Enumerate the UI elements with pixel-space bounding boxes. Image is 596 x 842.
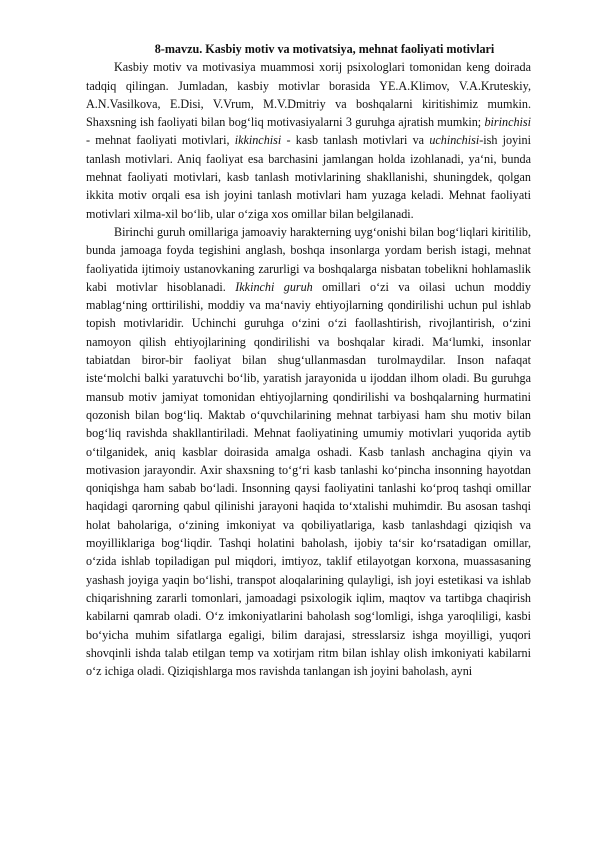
paragraph-1-emphasis-ikkinchisi: ikkinchisi bbox=[234, 133, 282, 148]
paragraph-2-text-c: omillari o‘zi va oilasi uchun moddiy mablag‘ning orttirilishi, moddiy va ma‘naviy ehtiyojlarning qondirilishi uchun pul ishlab topish motivlaridir. Uchinchi guruhga o‘zini o‘zi faollashtirish, rivojlantirish, o‘zini namoyon qilish ehtiyojlarining qondirilishi va boshqalar kiradi. Ma‘lumki, insonlar tabiatdan biror-bir faoliyat bilan shug‘ullanmasdan turolmaydilar. Inson nafaqat iste‘molchi balki yaratuvchi bo‘lib, yaratish jarayonida u ijoddan ilhom oladi. Bu guruhga mansub motiv jamiyat tomonidan ehtiyojlarning qondirilishi va boshqalarning hurmatini qozonish bilan bog‘liq. Maktab o‘quvchilarining mehnat tarbiyasi ham shu motiv bilan bog‘liq ravishda shakllantiriladi. Mehnat faoliyatining umumiy motivlari yuqorida aytib o‘tilganidek, aniq kasblar doirasida amalga oshadi. Kasb tanlash anchagina qiyin va motivasion jarayondir. Axir shaxsning to‘g‘ri kasb tanlashi ko‘pincha insonning hayotdan qoniqishga ham sabab bo‘ladi. Insonning qaysi faoliyatini tanlashi ko‘proq tashqi omillar haqidagi qarorning qabul qilinishi jarayoni haqida to‘xtalishi muhimdir. Bu asosan tashqi holat baholariga, o‘zining imkoniyat va qobiliyatlariga, kasb tanlashdagi qiziqish va moyilliklariga bog‘liqdir. Tashqi holatini baholash, ijobiy ta‘sir ko‘rsatadigan omillar, o‘zida ishlab topiladigan pul miqdori, imtiyoz, taklif etilayotgan korxona, muassasaning yashash joyiga yaqin bo‘lishi, transpot aloqalarining qulayligi, ish joyi estetikasi va ishlab chiqarishning zararli tomonlari, jamoadagi psixologik iqlim, maqtov va tartibga chaqirish kabilarni qamrab oladi. O‘z imkoniyatlarini baholash sog‘lomligi, ishga yaroqliligi, kasbi bo‘yicha muhim sifatlarga egaligi, bilim darajasi, stresslarsiz ishga moyilligi, yuqori shovqinli ishda talab etilgan temp va xotirjam ritm bilan ishlay olish imkoniyati kabilarni o‘z ichiga oladi. Qiziqishlarga mos ravishda tanlangan ish joyini baholash, ayni bbox=[86, 279, 532, 679]
paragraph-1-text-c: - mehnat faoliyati motivlari, bbox=[86, 133, 235, 148]
paragraph-1 bbox=[86, 58, 531, 223]
paragraph-1-text-g: -ish joyini tanlash motivlari. Aniq faoliyat esa barchasini jamlangan holda izohlanadi, ya‘ni, bunda mehnat faoliyati motivlari, kasb tanlash motivlarining shakllanishi, shuningdek, qolgan ikkita motiv orqali esa ish joyini tanlash motivlari ham yuzaga keladi. Mehnat faoliyati motivlari xilma-xil bo‘lib, ular o‘ziga xos omillar bilan belgilanadi. bbox=[86, 133, 531, 221]
paragraph-2-emphasis-ikkinchi-guruh: Ikkinchi guruh bbox=[235, 279, 313, 294]
paragraph-1-emphasis-birinchisi: birinchisi bbox=[484, 115, 531, 130]
page-title: 8-mavzu. Kasbiy motiv va motivatsiya, mehnat faoliyati motivlari bbox=[154, 42, 495, 56]
paragraph-1-text-e: - kasb tanlash motivlari va bbox=[281, 133, 430, 148]
paragraph-2 bbox=[86, 223, 531, 680]
paragraph-2-text-a: Birinchi guruh omillariga jamoaviy harakterning uyg‘onishi bilan bog‘liqlari kiritilib, bunda jamoaga foyda tegishini anglash, boshqa insonlarga yordam berish istagi, mehnat faoliyatida ijtimoiy ustanovkaning zarurligi va boshqalarga nisbatan tobelikni hohlamaslik kabi motivlar hisoblanadi. bbox=[86, 224, 531, 294]
paragraph-1-emphasis-uchinchisi: uchinchisi bbox=[429, 133, 480, 148]
document-page bbox=[86, 40, 531, 680]
paragraph-1-text-a: Kasbiy motiv va motivasiya muammosi xorij psixologlari tomonidan keng doirada tadqiq qilingan. Jumladan, kasbiy motivlar borasida YE.A.Klimov, V.A.Kruteskiy, A.N.Vasilkova, E.Disi, V.Vrum, M.V.Dmitriy va boshqalarni kiritishimiz mumkin. Shaxsning ish faoliyati bilan bog‘liq motivasiyalarni 3 guruhga ajratish mumkin; bbox=[86, 60, 531, 130]
